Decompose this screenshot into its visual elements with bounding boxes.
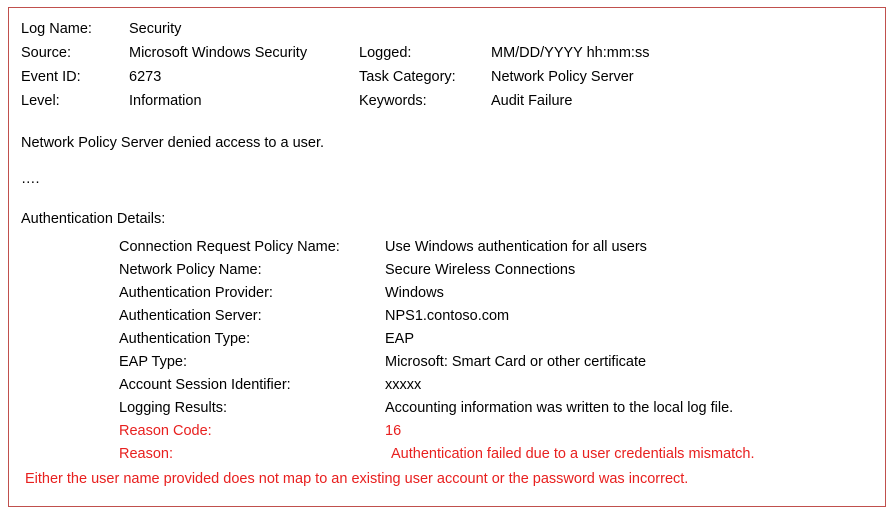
authentication-provider-value: Windows (385, 285, 444, 301)
source-label: Source: (21, 45, 71, 61)
reason-value: Authentication failed due to a user credentials mismatch. (391, 446, 755, 462)
event-header-row (21, 46, 875, 70)
authentication-server-label: Authentication Server: (119, 308, 262, 324)
authentication-server-value: NPS1.contoso.com (385, 308, 510, 324)
reason-detail-text: Either the user name provided does not map to an existing user account or the password was incorrect. (25, 471, 689, 487)
eap-type-value: Microsoft: Smart Card or other certificate (385, 354, 647, 370)
event-log-content (9, 8, 885, 502)
detail-row (21, 286, 875, 309)
source-value: Microsoft Windows Security (129, 45, 308, 61)
detail-row (21, 424, 875, 447)
event-id-label: Event ID: (21, 69, 81, 85)
logging-results-label: Logging Results: (119, 400, 228, 416)
event-ellipsis: …. (21, 171, 40, 187)
detail-row (21, 332, 875, 355)
reason-code-label: Reason Code: (119, 423, 212, 439)
authentication-details-list (21, 240, 875, 470)
level-label: Level: (21, 93, 60, 109)
detail-row (21, 378, 875, 401)
account-session-identifier-value: xxxxx (385, 377, 422, 393)
event-log-panel (8, 7, 886, 507)
event-id-value: 6273 (129, 69, 162, 85)
logging-results-value: Accounting information was written to the local log file. (385, 400, 734, 416)
authentication-type-value: EAP (385, 331, 415, 347)
detail-row (21, 401, 875, 424)
level-value: Information (129, 93, 202, 109)
network-policy-name-label: Network Policy Name: (119, 262, 262, 278)
detail-row (21, 355, 875, 378)
authentication-type-label: Authentication Type: (119, 331, 251, 347)
detail-row (21, 263, 875, 286)
logged-value: MM/DD/YYYY hh:mm:ss (491, 45, 650, 61)
reason-code-value: 16 (385, 423, 402, 439)
authentication-details-title: Authentication Details: (21, 211, 166, 227)
account-session-identifier-label: Account Session Identifier: (119, 377, 291, 393)
detail-row (21, 309, 875, 332)
event-description: Network Policy Server denied access to a user. (21, 135, 325, 151)
reason-label: Reason: (119, 446, 174, 462)
log-name-value: Security (129, 21, 182, 37)
eap-type-label: EAP Type: (119, 354, 187, 370)
task-category-label: Task Category: (359, 69, 456, 85)
connection-request-policy-name-value: Use Windows authentication for all users (385, 239, 647, 255)
network-policy-name-value: Secure Wireless Connections (385, 262, 576, 278)
event-header-row (21, 70, 875, 94)
keywords-value: Audit Failure (491, 93, 573, 109)
connection-request-policy-name-label: Connection Request Policy Name: (119, 239, 340, 255)
keywords-label: Keywords: (359, 93, 427, 109)
logged-label: Logged: (359, 45, 412, 61)
detail-row (21, 447, 875, 470)
authentication-provider-label: Authentication Provider: (119, 285, 273, 301)
event-header-row (21, 22, 875, 46)
task-category-value: Network Policy Server (491, 69, 634, 85)
detail-row (21, 240, 875, 263)
log-name-label: Log Name: (21, 21, 92, 37)
event-header-row (21, 94, 875, 118)
